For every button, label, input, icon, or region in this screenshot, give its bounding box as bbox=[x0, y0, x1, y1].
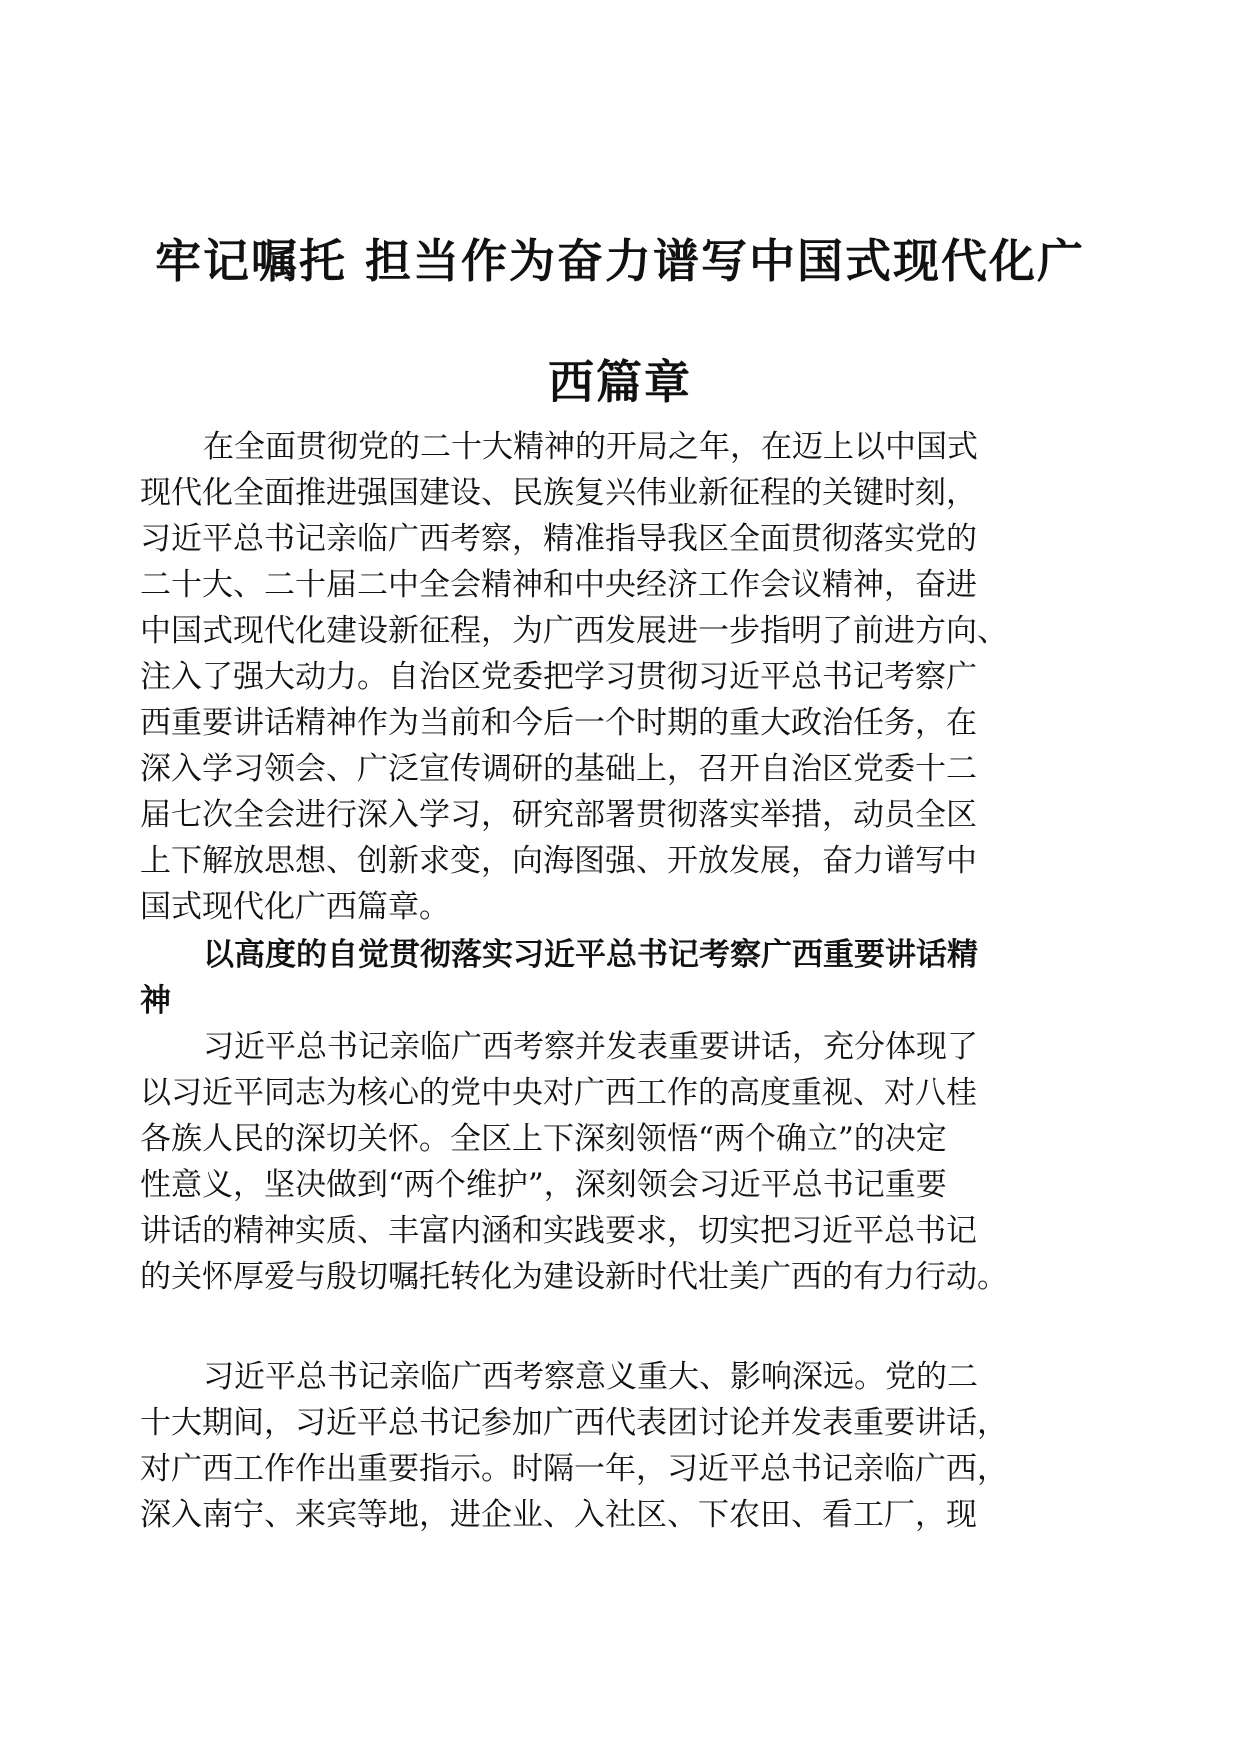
paragraph-2-line: 习近平总书记亲临广西考察并发表重要讲话，充分体现了 bbox=[203, 1029, 978, 1065]
paragraph-2-line: 各族人民的深切关怀。全区上下深刻领悟“两个确立”的决定 bbox=[140, 1121, 947, 1157]
paragraph-2-line: 讲话的精神实质、丰富内涵和实践要求，切实把习近平总书记 bbox=[140, 1213, 977, 1249]
paragraph-1-line: 届七次全会进行深入学习，研究部署贯彻落实举措，动员全区 bbox=[140, 797, 977, 833]
paragraph-3-line: 深入南宁、来宾等地，进企业、入社区、下农田、看工厂，现 bbox=[140, 1497, 977, 1533]
paragraph-1-line: 注入了强大动力。自治区党委把学习贯彻习近平总书记考察广 bbox=[140, 659, 977, 695]
paragraph-1-line: 中国式现代化建设新征程，为广西发展进一步指明了前进方向、 bbox=[140, 613, 1008, 649]
paragraph-1-line: 在全面贯彻党的二十大精神的开局之年，在迈上以中国式 bbox=[203, 429, 978, 465]
paragraph-1-line: 现代化全面推进强国建设、民族复兴伟业新征程的关键时刻， bbox=[140, 475, 977, 511]
paragraph-2-line: 的关怀厚爱与殷切嘱托转化为建设新时代壮美广西的有力行动。 bbox=[140, 1259, 1008, 1295]
paragraph-1-line: 国式现代化广西篇章。 bbox=[140, 889, 450, 925]
paragraph-1-line: 习近平总书记亲临广西考察，精准指导我区全面贯彻落实党的 bbox=[140, 521, 977, 557]
paragraph-1-line: 西重要讲话精神作为当前和今后一个时期的重大政治任务，在 bbox=[140, 705, 977, 741]
paragraph-2-line: 性意义，坚决做到“两个维护”，深刻领会习近平总书记重要 bbox=[140, 1167, 947, 1203]
paragraph-1-line: 二十大、二十届二中全会精神和中央经济工作会议精神，奋进 bbox=[140, 567, 977, 603]
paragraph-3-line: 习近平总书记亲临广西考察意义重大、影响深远。党的二 bbox=[203, 1359, 978, 1395]
section-heading: 神 bbox=[140, 983, 171, 1019]
paragraph-3-line: 对广西工作作出重要指示。时隔一年，习近平总书记亲临广西， bbox=[140, 1451, 1008, 1487]
paragraph-2-line: 以习近平同志为核心的党中央对广西工作的高度重视、对八桂 bbox=[140, 1075, 977, 1111]
paragraph-1-line: 深入学习领会、广泛宣传调研的基础上，召开自治区党委十二 bbox=[140, 751, 977, 787]
paragraph-1-line: 上下解放思想、创新求变，向海图强、开放发展，奋力谱写中 bbox=[140, 843, 977, 879]
document-title-line-2: 西篇章 bbox=[548, 355, 692, 409]
document-title-line-1: 牢记嘱托 担当作为奋力谱写中国式现代化广 bbox=[154, 234, 1085, 288]
paragraph-3-line: 十大期间，习近平总书记参加广西代表团讨论并发表重要讲话， bbox=[140, 1405, 1008, 1441]
section-heading: 以高度的自觉贯彻落实习近平总书记考察广西重要讲话精 bbox=[203, 937, 978, 973]
